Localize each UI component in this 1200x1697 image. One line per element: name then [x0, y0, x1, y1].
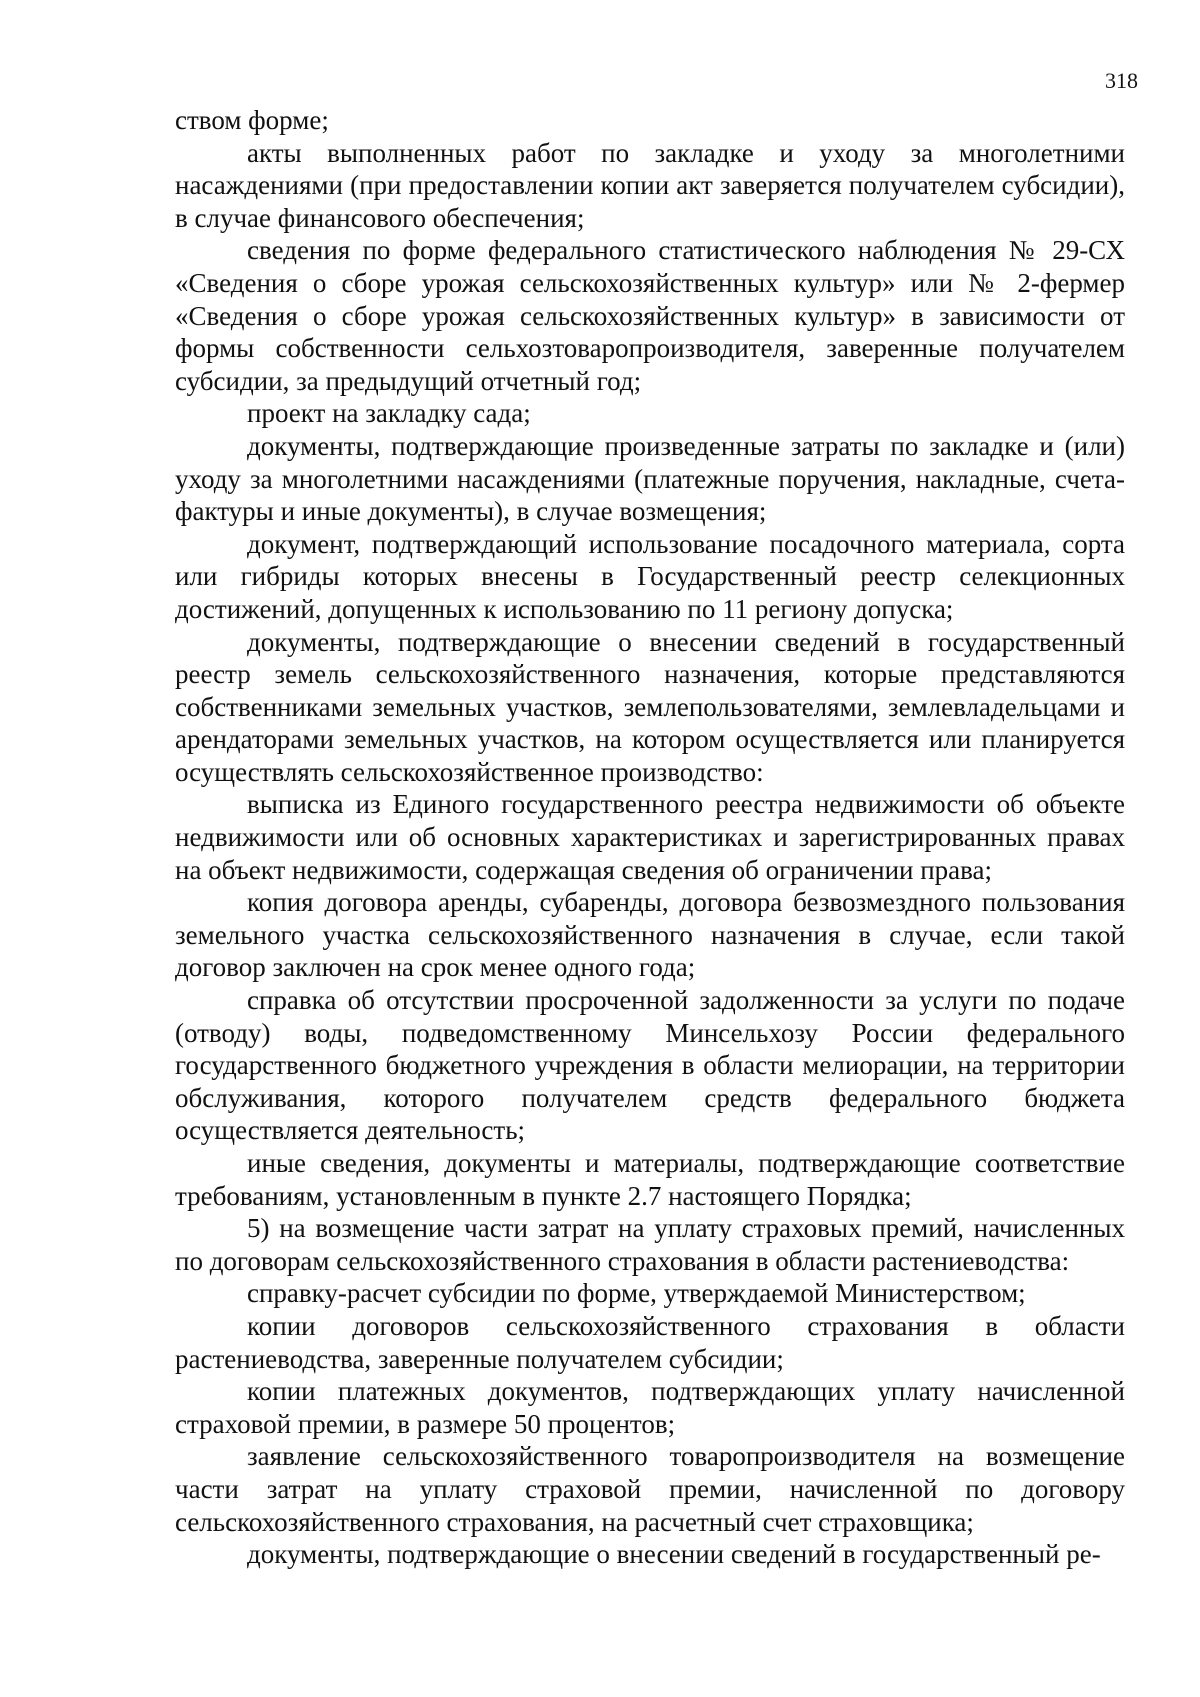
paragraph: документы, подтверждающие о внесении сведений в государственный реестр земель сельскохозяйственного назначения, которые представляются собственниками земельных участков, землепользователями, землевладельцами и арендаторами земельных участков, на котором осуществляется или планируется осуществлять сельскохозяйственное производство: — [175, 626, 1125, 787]
paragraph: заявление сельскохозяйственного товаропроизводителя на возмещение части затрат на уплату страховой премии, начисленной по договору сельскохозяйственного страхования, на расчетный счет страховщика; — [175, 1441, 1125, 1537]
paragraph: документы, подтверждающие о внесении сведений в государственный ре- — [247, 1539, 1101, 1570]
paragraph: копии платежных документов, подтверждающих уплату начисленной страховой премии, в размере 50 процентов; — [175, 1376, 1125, 1439]
paragraph: акты выполненных работ по закладке и уходу за многолетними насаждениями (при предоставлении копии акт заверяется получателем субсидии), в случае финансового обеспечения; — [175, 137, 1125, 233]
paragraph: документ, подтверждающий использование посадочного материала, сорта или гибриды которых внесены в Государственный реестр селекционных достижений, допущенных к использованию по 11 региону допуска; — [175, 528, 1125, 624]
paragraph: справку-расчет субсидии по форме, утверждаемой Министерством; — [247, 1278, 1026, 1309]
paragraph: проект на закладку сада; — [247, 398, 531, 429]
paragraph: выписка из Единого государственного реестра недвижимости об объекте недвижимости или об основных характеристиках и зарегистрированных правах на объект недвижимости, содержащая сведения об ограничении права; — [175, 789, 1125, 885]
paragraph: копия договора аренды, субаренды, договора безвозмездного пользования земельного участка сельскохозяйственного назначения в случае, если такой договор заключен на срок менее одного года; — [175, 887, 1125, 983]
paragraph: ством форме; — [175, 105, 329, 135]
paragraph: сведения по форме федерального статистического наблюдения № 29-СХ «Сведения о сборе урожая сельскохозяйственных культур» или № 2-фермер «Сведения о сборе урожая сельскохозяйственных культур» в зависимости от формы собственности сельхозтоваропроизводителя, заверенные получателем субсидии, за предыдущий отчетный год; — [175, 235, 1125, 396]
paragraph: справка об отсутствии просроченной задолженности за услуги по подаче (отводу) воды, подведомственному Минсельхозу России федерального государственного бюджетного учреждения в области мелиорации, на территории обслуживания, которого получателем средств федерального бюджета осуществляется деятельность; — [175, 985, 1125, 1146]
document-body — [175, 104, 1125, 1571]
page-number: 318 — [1105, 68, 1138, 93]
paragraph: 5) на возмещение части затрат на уплату страховых премий, начисленных по договорам сельскохозяйственного страхования в области растениеводства: — [175, 1213, 1125, 1276]
paragraph: документы, подтверждающие произведенные затраты по закладке и (или) уходу за многолетними насаждениями (платежные поручения, накладные, счета-фактуры и иные документы), в случае возмещения; — [175, 430, 1125, 527]
paragraph: копии договоров сельскохозяйственного страхования в области растениеводства, заверенные получателем субсидии; — [175, 1310, 1125, 1374]
paragraph: иные сведения, документы и материалы, подтверждающие соответствие требованиям, установленным в пункте 2.7 настоящего Порядка; — [175, 1148, 1125, 1211]
